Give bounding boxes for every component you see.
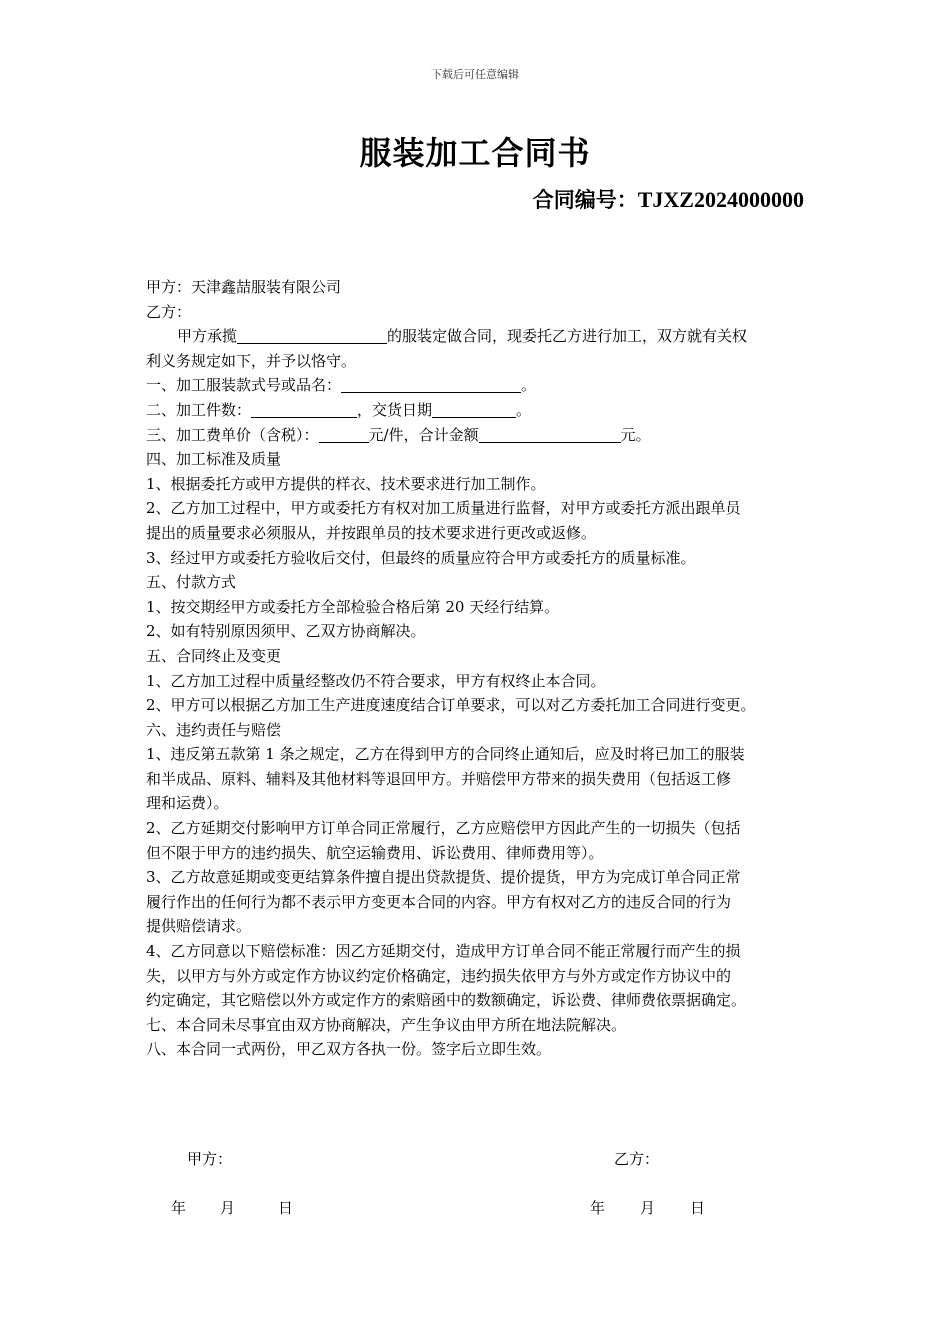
intro-line-2: 利义务规定如下，并予以恪守。 (146, 351, 357, 370)
clause-line: 提出的质量要求必须服从，并按跟单员的技术要求进行更改或返修。 (146, 523, 597, 542)
clause-line: 提供赔偿请求。 (146, 917, 252, 936)
party-b-year: 年 (590, 1199, 606, 1217)
clause-line: 1、根据委托方或甲方提供的样衣、技术要求进行加工制作。 (146, 474, 546, 493)
item2-mid: ，交货日期 (357, 400, 433, 419)
party-b-line: 乙方： (146, 302, 192, 321)
clause-line: 失，以甲方与外方或定作方协议约定价格确定，违约损失依甲方与外方或定作方协议中的 (146, 966, 732, 985)
party-a-year: 年 (171, 1199, 187, 1217)
item2-pre: 二、加工件数： (146, 400, 252, 419)
document-title: 服装加工合同书 (359, 134, 591, 172)
clause-line: 1、违反第五款第 1 条之规定，乙方在得到甲方的合同终止通知后，应及时将已加工的服装 (146, 745, 745, 764)
clause-line: 2、如有特别原因须甲、乙双方协商解决。 (146, 622, 426, 641)
item1-pre: 一、加工服装款式号或品名： (146, 376, 342, 395)
signature-party-b-label: 乙方： (614, 1150, 660, 1168)
item-price-line (146, 423, 824, 448)
intro-post: 的服装定做合同，现委托乙方进行加工，双方就有关权 (387, 327, 748, 346)
clause-line: 3、经过甲方或委托方验收后交付，但最终的质量应符合甲方或委托方的质量标准。 (146, 548, 696, 567)
item3-pre: 三、加工费单价（含税）： (146, 425, 319, 444)
party-b-day: 日 (690, 1199, 706, 1217)
clause-line: 和半成品、原料、辅料及其他材料等退回甲方。并赔偿甲方带来的损失费用（包括返工修 (146, 769, 732, 788)
party-a-line: 甲方：天津鑫喆服装有限公司 (146, 278, 342, 296)
clause-line: 八、本合同一式两份，甲乙双方各执一份。签字后立即生效。 (146, 1040, 552, 1059)
party-a-month: 月 (220, 1199, 236, 1217)
intro-line (146, 324, 824, 349)
quantity-blank[interactable] (251, 401, 357, 418)
clause-line: 1、乙方加工过程中质量经整改仍不符合要求，甲方有权终止本合同。 (146, 671, 606, 690)
clause-line: 4、乙方同意以下赔偿标准：因乙方延期交付，造成甲方订单合同不能正常履行而产生的损 (146, 942, 741, 961)
item1-post: 。 (521, 376, 537, 395)
contract-number (533, 184, 804, 214)
style-name-blank[interactable] (341, 376, 521, 393)
clause-line: 五、合同终止及变更 (146, 646, 282, 665)
header-note: 下载后可任意编辑 (431, 68, 519, 81)
clause-line: 五、付款方式 (146, 573, 237, 592)
project-blank[interactable] (237, 327, 387, 344)
clause-line: 2、甲方可以根据乙方加工生产进度速度结合订单要求，可以对乙方委托加工合同进行变更。 (146, 696, 756, 715)
contract-number-value: TJXZ2024000000 (637, 187, 804, 212)
total-amount-blank[interactable] (479, 426, 621, 443)
clause-line: 四、加工标准及质量 (146, 450, 282, 469)
clause-line: 理和运费）。 (146, 794, 229, 813)
clause-line: 约定确定，其它赔偿以外方或定作方的索赔函中的数额确定，诉讼费、律师费依票据确定。 (146, 991, 747, 1010)
delivery-date-blank[interactable] (432, 401, 516, 418)
contract-number-label: 合同编号： (532, 187, 638, 212)
clause-line: 2、乙方延期交付影响甲方订单合同正常履行，乙方应赔偿甲方因此产生的一切损失（包括 (146, 819, 741, 838)
item-quantity-line (146, 398, 824, 423)
item2-post: 。 (516, 400, 532, 419)
party-a-day: 日 (278, 1199, 294, 1217)
clause-line: 2、乙方加工过程中，甲方或委托方有权对加工质量进行监督，对甲方或委托方派出跟单员 (146, 499, 741, 518)
clause-line: 履行作出的任何行为都不表示甲方变更本合同的内容。甲方有权对乙方的违反合同的行为 (146, 892, 732, 911)
item3-post: 元。 (620, 425, 651, 444)
clause-line: 但不限于甲方的违约损失、航空运输费用、诉讼费用、律师费用等）。 (146, 843, 604, 862)
party-b-month: 月 (640, 1199, 656, 1217)
clause-line: 3、乙方故意延期或变更结算条件擅自提出贷款提货、提价提货，甲方为完成订单合同正常 (146, 868, 741, 887)
contract-body (146, 275, 824, 1062)
intro-pre: 甲方承揽 (177, 327, 238, 346)
item3-mid: 元/件，合计金额 (368, 425, 479, 444)
clause-line: 六、违约责任与赔偿 (146, 720, 282, 739)
unit-price-blank[interactable] (319, 426, 369, 443)
item-style-line (146, 373, 824, 398)
signature-party-a-label: 甲方： (187, 1150, 233, 1168)
clause-line: 七、本合同未尽事宜由双方协商解决，产生争议由甲方所在地法院解决。 (146, 1015, 627, 1034)
clause-line: 1、按交期经甲方或委托方全部检验合格后第 20 天经行结算。 (146, 597, 560, 616)
